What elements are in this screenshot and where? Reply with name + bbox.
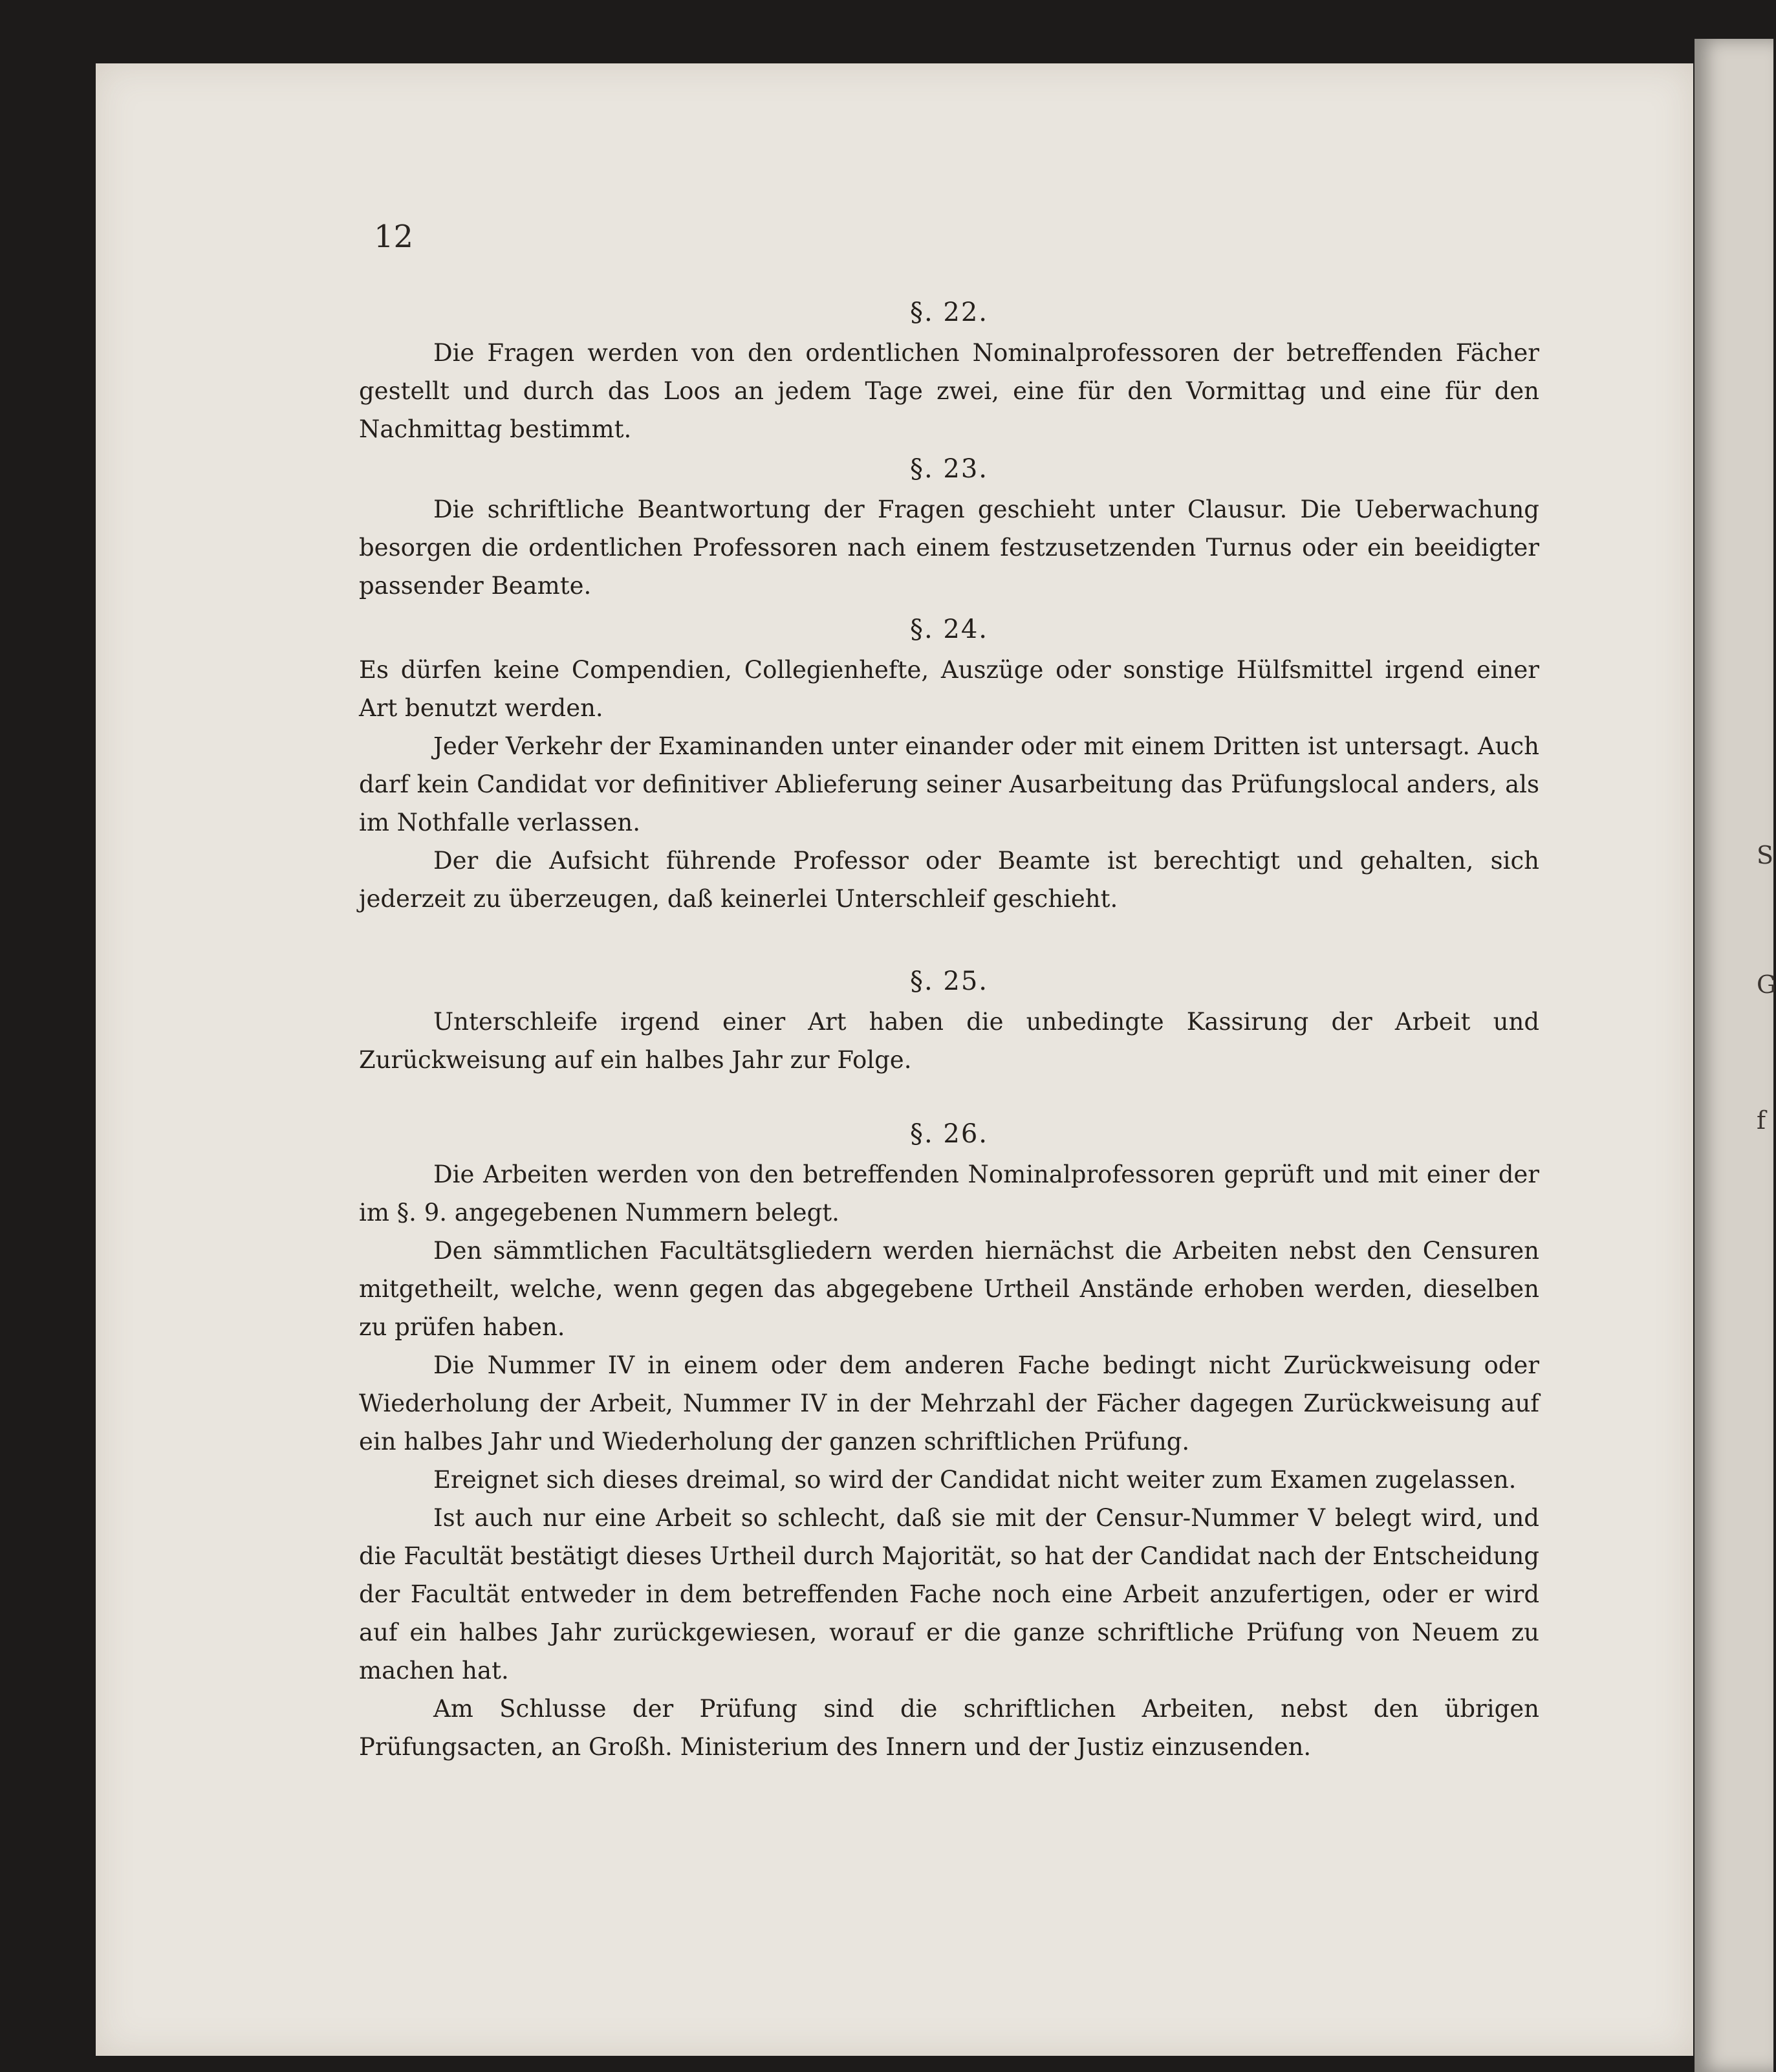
paragraph: Ist auch nur eine Arbeit so schlecht, daß sie mit der Censur-Nummer V belegt wird, und die Facultät bestätigt dieses Urtheil durch Majorität, so hat der Candidat nach der Entscheidung der Facultät entweder in dem betreffenden Fache noch eine Arbeit anzufertigen, oder er wird auf ein halbes Jahr zurückgewiesen, worauf er die ganze schriftliche Prüfung von Neuem zu machen hat. [359, 1504, 1539, 1685]
section-24 [359, 608, 1539, 918]
section-23 [359, 448, 1539, 605]
paragraph: Der die Aufsicht führende Professor oder Beamte ist berechtigt und gehalten, sich jederzeit zu überzeugen, daß keinerlei Unterschleif geschieht. [359, 847, 1539, 913]
paragraph: Jeder Verkehr der Examinanden unter einander oder mit einem Dritten ist untersagt. Auch darf kein Candidat vor definitiver Ablieferung seiner Ausarbeitung das Prüfungslocal anders, als im Nothfalle verlassen. [359, 732, 1539, 836]
paragraph: Ereignet sich dieses dreimal, so wird der Candidat nicht weiter zum Examen zugelassen. [433, 1466, 1517, 1494]
paragraph: Die Arbeiten werden von den betreffenden Nominalprofessoren geprüft und mit einer der im §. 9. angegebenen Nummern belegt. [359, 1161, 1539, 1227]
section-26 [359, 1113, 1539, 1766]
section-heading: §. 24. [909, 615, 989, 644]
page-number: 12 [374, 219, 414, 255]
section-heading: §. 23. [909, 454, 989, 484]
paragraph: Die Fragen werden von den ordentlichen Nominalprofessoren der betreffenden Fächer gestellt und durch das Loos an jedem Tage zwei, eine für den Vormittag und eine für den Nachmittag bestimmt. [359, 339, 1539, 443]
section-22 [359, 291, 1539, 448]
paragraph: Am Schlusse der Prüfung sind die schriftlichen Arbeiten, nebst den übrigen Prüfungsacten, an Großh. Ministerium des Innern und der Justiz einzusenden. [359, 1695, 1539, 1761]
paragraph: Den sämmtlichen Facultätsgliedern werden hiernächst die Arbeiten nebst den Censuren mitgetheilt, welche, wenn gegen das abgegebene Urtheil Anstände erhoben werden, dieselben zu prüfen haben. [359, 1237, 1539, 1341]
section-heading: §. 25. [909, 966, 989, 996]
adjacent-page-edge [1695, 39, 1776, 2072]
section-heading: §. 22. [909, 298, 989, 327]
edge-glyph: f [1757, 1106, 1766, 1135]
edge-glyph: G [1757, 970, 1776, 999]
section-25 [359, 960, 1539, 1079]
paragraph: Die Nummer IV in einem oder dem anderen Fache bedingt nicht Zurückweisung oder Wiederholung der Arbeit, Nummer IV in der Mehrzahl der Fächer dagegen Zurückweisung auf ein halbes Jahr und Wiederholung der ganzen schriftlichen Prüfung. [359, 1351, 1539, 1456]
section-heading: §. 26. [909, 1119, 989, 1149]
paragraph: Unterschleife irgend einer Art haben die unbedingte Kassirung der Arbeit und Zurückweisung auf ein halbes Jahr zur Folge. [359, 1008, 1539, 1074]
paragraph: Es dürfen keine Compendien, Collegienhefte, Auszüge oder sonstige Hülfsmittel irgend einer Art benutzt werden. [359, 656, 1539, 722]
paragraph: Die schriftliche Beantwortung der Fragen geschieht unter Clausur. Die Ueberwachung besorgen die ordentlichen Professoren nach einem festzusetzenden Turnus oder ein beeidigter passender Beamte. [359, 496, 1539, 600]
edge-glyph: S [1757, 841, 1774, 869]
